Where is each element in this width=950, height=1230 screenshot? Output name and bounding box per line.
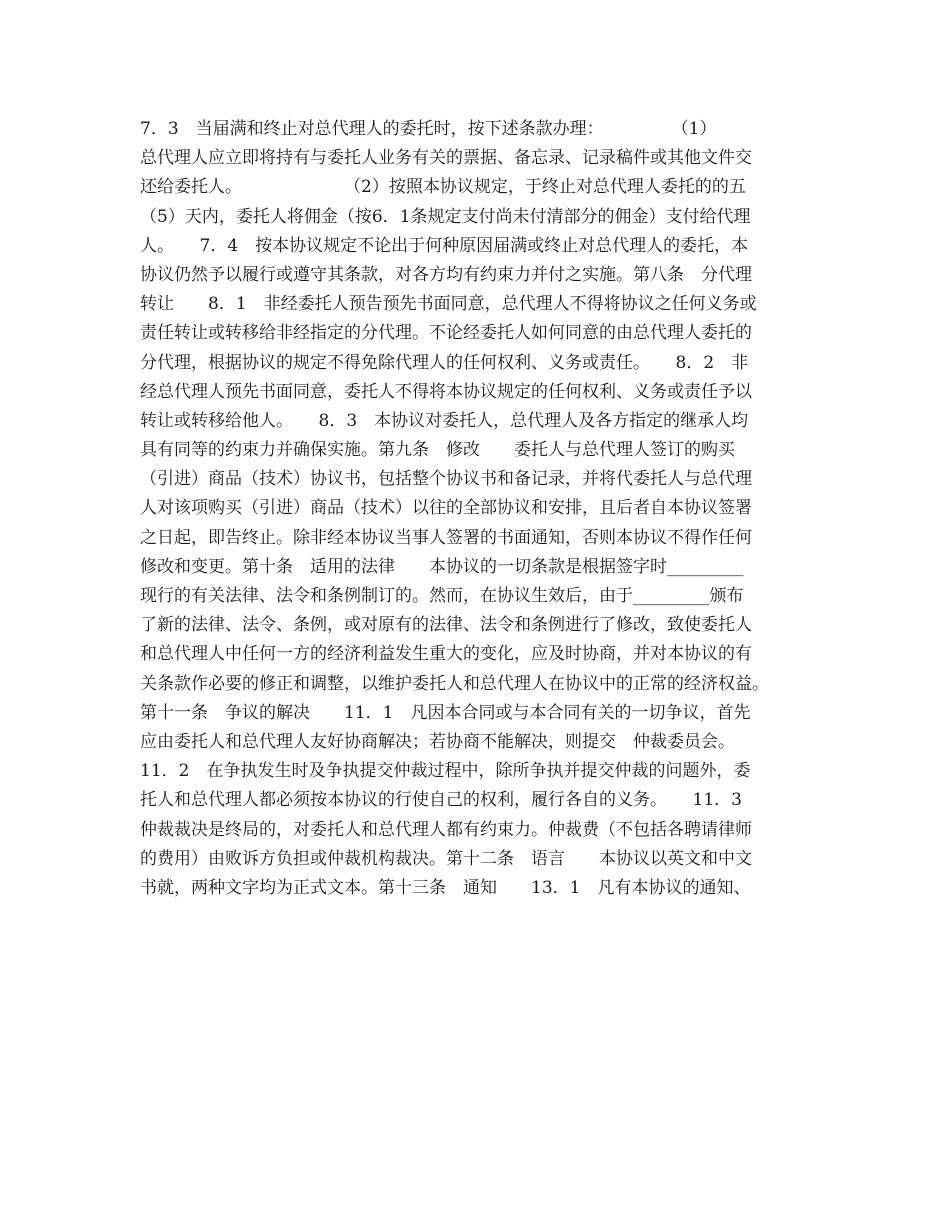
text-line: 具有同等的约束力并确保实施。第九条 修改 委托人与总代理人签订的购买 (140, 440, 735, 461)
text-line: 修改和变更。第十条 适用的法律 本协议的一切条款是根据签字时_________ (140, 556, 744, 577)
text-line: （引进）商品（技术）协议书，包括整个协议书和备记录，并将代委托人与总代理 (140, 469, 752, 490)
text-line: 分代理，根据协议的规定不得免除代理人的任何权利、义务或责任。 8．2 非 (140, 352, 749, 373)
text-line: 现行的有关法律、法令和条例制订的。然而，在协议生效后，由于_________颁布 (140, 586, 744, 606)
text-line: 书就，两种文字均为正式文本。第十三条 通知 13．1 凡有本协议的通知、 (140, 877, 751, 898)
body-text (140, 115, 820, 903)
text-line: 7．3 当届满和终止对总代理人的委托时，按下述条款办理： （1） (140, 119, 717, 139)
text-line: 11．2 在争执发生时及争执提交仲裁过程中，除所争执并提交仲裁的问题外，委 (140, 761, 751, 782)
text-line: 人对该项购买（引进）商品（技术）以往的全部协议和安排，且后者自本协议签署 (140, 498, 752, 519)
text-line: 还给委托人。 （2）按照本协议规定，于终止对总代理人委托的的五 (140, 177, 746, 198)
text-line: 第十一条 争议的解决 11．1 凡因本合同或与本合同有关的一切争议，首先 (140, 702, 751, 723)
text-line: 人。 7．4 按本协议规定不论出于何种原因届满或终止对总代理人的委托，本 (140, 235, 749, 256)
text-line: 应由委托人和总代理人友好协商解决；若协商不能解决，则提交 仲裁委员会。 (140, 731, 735, 752)
text-line: 转让或转移给他人。 8．3 本协议对委托人，总代理人及各方指定的继承人均 (140, 410, 749, 431)
text-line: 之日起，即告终止。除非经本协议当事人签署的书面通知，否则本协议不得作任何 (140, 527, 752, 548)
text-line: 协议仍然予以履行或遵守其条款，对各方均有约束力并付之实施。第八条 分代理 (140, 264, 752, 285)
text-line: 责任转让或转移给非经指定的分代理。不论经委托人如何同意的由总代理人委托的 (140, 323, 752, 344)
text-line: 仲裁裁决是终局的，对委托人和总代理人都有约束力。仲裁费（不包括各聘请律师 (140, 819, 752, 840)
text-line: 的费用）由败诉方负担或仲裁机构裁决。第十二条 语言 本协议以英文和中文 (140, 848, 752, 869)
text-line: 托人和总代理人都必须按本协议的行使自己的权利，履行各自的义务。 11．3 (140, 790, 742, 811)
text-line: 转让 8．1 非经委托人预告预先书面同意，总代理人不得将协议之任何义务或 (140, 294, 757, 315)
text-line: 和总代理人中任何一方的经济利益发生重大的变化，应及时协商，并对本协议的有 (140, 644, 752, 665)
text-line: 关条款作必要的修正和调整，以维护委托人和总代理人在协议中的正常的经济权益。 (140, 673, 769, 694)
text-line: （5）天内，委托人将佣金（按6．1条规定支付尚未付清部分的佣金）支付给代理 (140, 206, 751, 227)
text-line: 经总代理人预先书面同意，委托人不得将本协议规定的任何权利、义务或责任予以 (140, 381, 752, 402)
text-line: 总代理人应立即将持有与委托人业务有关的票据、备忘录、记录稿件或其他文件交 (140, 148, 752, 169)
text-line: 了新的法律、法令、条例，或对原有的法律、法令和条例进行了修改，致使委托人 (140, 615, 752, 636)
